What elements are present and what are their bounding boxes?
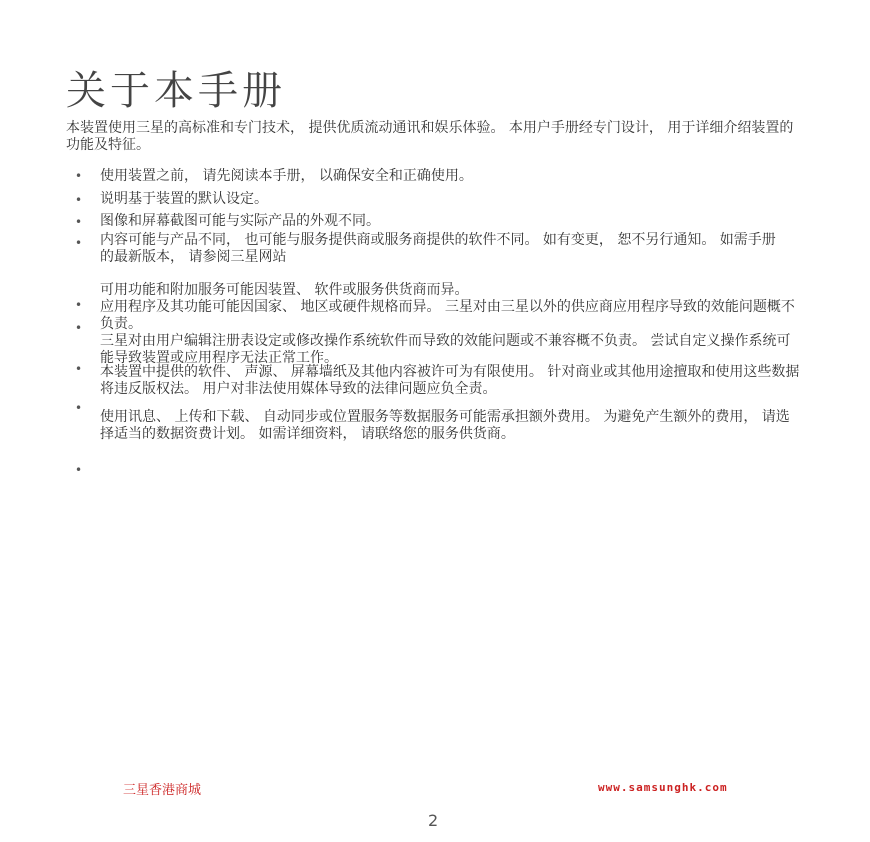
list-item: 可用功能和附加服务可能因装置、 软件或服务供货商而异。: [100, 282, 469, 298]
list-item: 三星对由用户编辑注册表设定或修改操作系统软件而导致的效能问题或不兼容概不负责。 尝试自定义操作系统可能导致装置或应用程序无法正常工作。: [100, 333, 791, 366]
list-item: 说明基于装置的默认设定。: [100, 191, 268, 207]
list-item: 应用程序及其功能可能因国家、 地区或硬件规格而异。 三星对由三星以外的供应商应用程序导致的效能问题概不负责。: [100, 299, 795, 332]
list-item: 使用讯息、 上传和下载、 自动同步或位置服务等数据服务可能需承担额外费用。 为避免产生额外的费用， 请选择适当的数据资费计划。 如需详细资料， 请联络您的服务供货商。: [100, 409, 790, 442]
page-title: 关于本手册: [66, 68, 286, 114]
list-item: 本装置中提供的软件、 声源、 屏幕墙纸及其他内容被许可为有限使用。 针对商业或其他用途擅取和使用这些数据将违反版权法。 用户对非法使用媒体导致的法律问题应负全责。: [100, 364, 800, 397]
list-item: 图像和屏幕截图可能与实际产品的外观不同。: [100, 213, 380, 229]
list-item: 使用装置之前， 请先阅读本手册， 以确保安全和正确使用。: [100, 168, 473, 184]
footer-website-link[interactable]: www.samsunghk.com: [598, 781, 728, 794]
bullet-marker: •: [75, 169, 83, 183]
footer-store-name: 三星香港商城: [123, 783, 202, 798]
bullet-marker: •: [75, 215, 83, 229]
bullet-marker: •: [75, 193, 83, 207]
page-number: 2: [428, 811, 439, 830]
bullet-marker: •: [75, 463, 83, 477]
intro-paragraph: 本装置使用三星的高标准和专门技术， 提供优质流动通讯和娱乐体验。 本用户手册经专门设计， 用于详细介绍装置的功能及特征。: [66, 120, 794, 153]
bullet-marker: •: [75, 401, 83, 415]
bullet-marker: •: [75, 236, 83, 250]
bullet-marker: •: [75, 321, 83, 335]
bullet-marker: •: [75, 298, 83, 312]
bullet-marker: •: [75, 362, 83, 376]
list-item: 内容可能与产品不同， 也可能与服务提供商或服务商提供的软件不同。 如有变更， 恕不另行通知。 如需手册的最新版本， 请参阅三星网站: [100, 232, 776, 265]
